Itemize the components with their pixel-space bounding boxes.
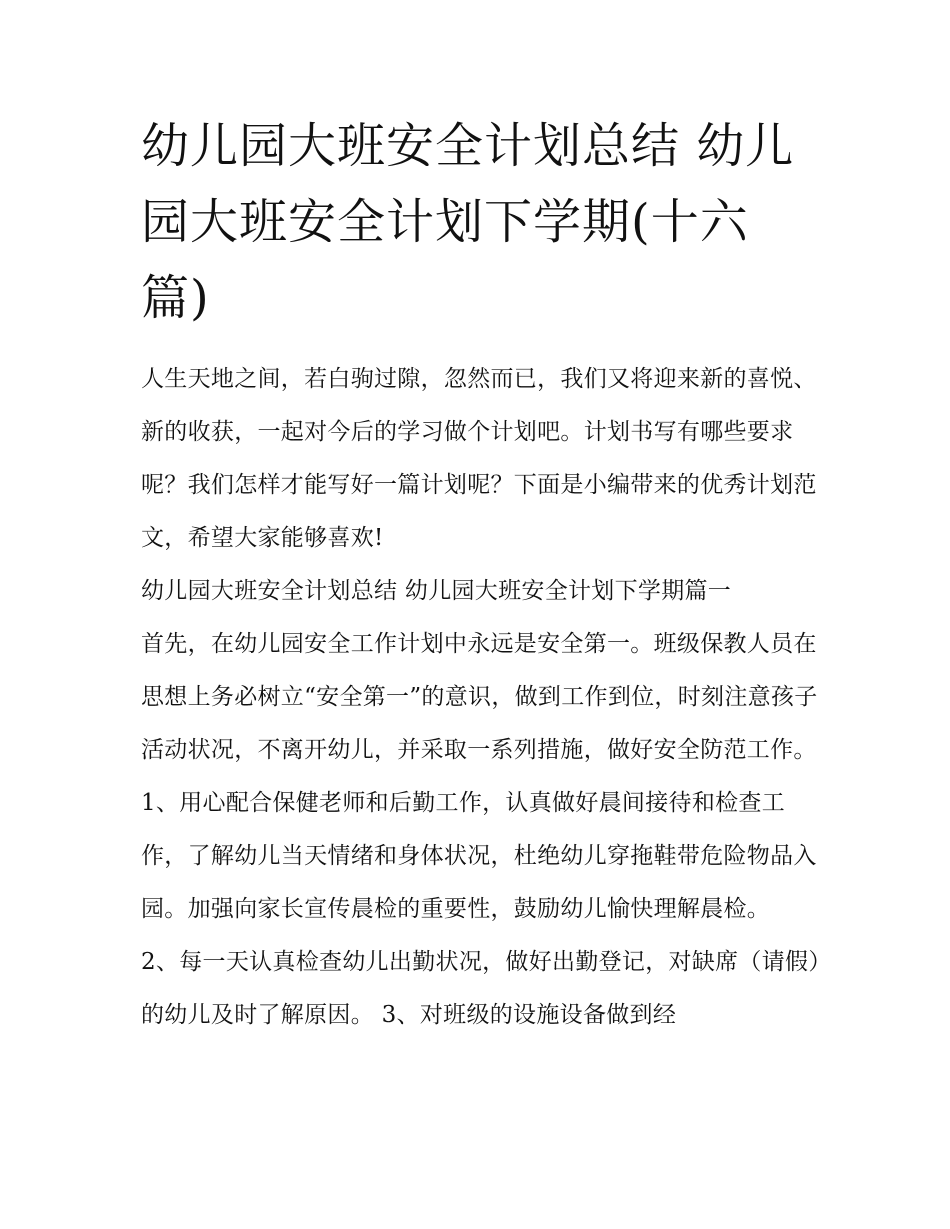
document-title: 幼儿园大班安全计划总结 幼儿园大班安全计划下学期(十六篇): [141, 118, 795, 326]
body-paragraph-2: 1、用心配合保健老师和后勤工作，认真做好晨间接待和检查工作，了解幼儿当天情绪和身体状况，杜绝幼儿穿拖鞋带危险物品入园。加强向家长宣传晨检的重要性，鼓励幼儿愉快理解晨检。: [141, 790, 817, 922]
body-paragraph-1: 首先，在幼儿园安全工作计划中永远是安全第一。班级保教人员在思想上务必树立“安全第一”的意识，做到工作到位，时刻注意孩子活动状况，不离开幼儿，并采取一系列措施，做好安全防范工作。: [141, 631, 818, 763]
body-paragraph-3: 2、每一天认真检查幼儿出勤状况，做好出勤登记，对缺席（请假）的幼儿及时了解原因。 3、对班级的设施设备做到经: [141, 949, 821, 1028]
document-body: [141, 108, 821, 1042]
section-heading: 幼儿园大班安全计划总结 幼儿园大班安全计划下学期篇一: [141, 578, 732, 604]
intro-paragraph: 人生天地之间，若白驹过隙，忽然而已，我们又将迎来新的喜悦、新的收获，一起对今后的学习做个计划吧。计划书写有哪些要求呢？我们怎样才能写好一篇计划呢？下面是小编带来的优秀计划范文，希望大家能够喜欢!: [141, 366, 817, 551]
